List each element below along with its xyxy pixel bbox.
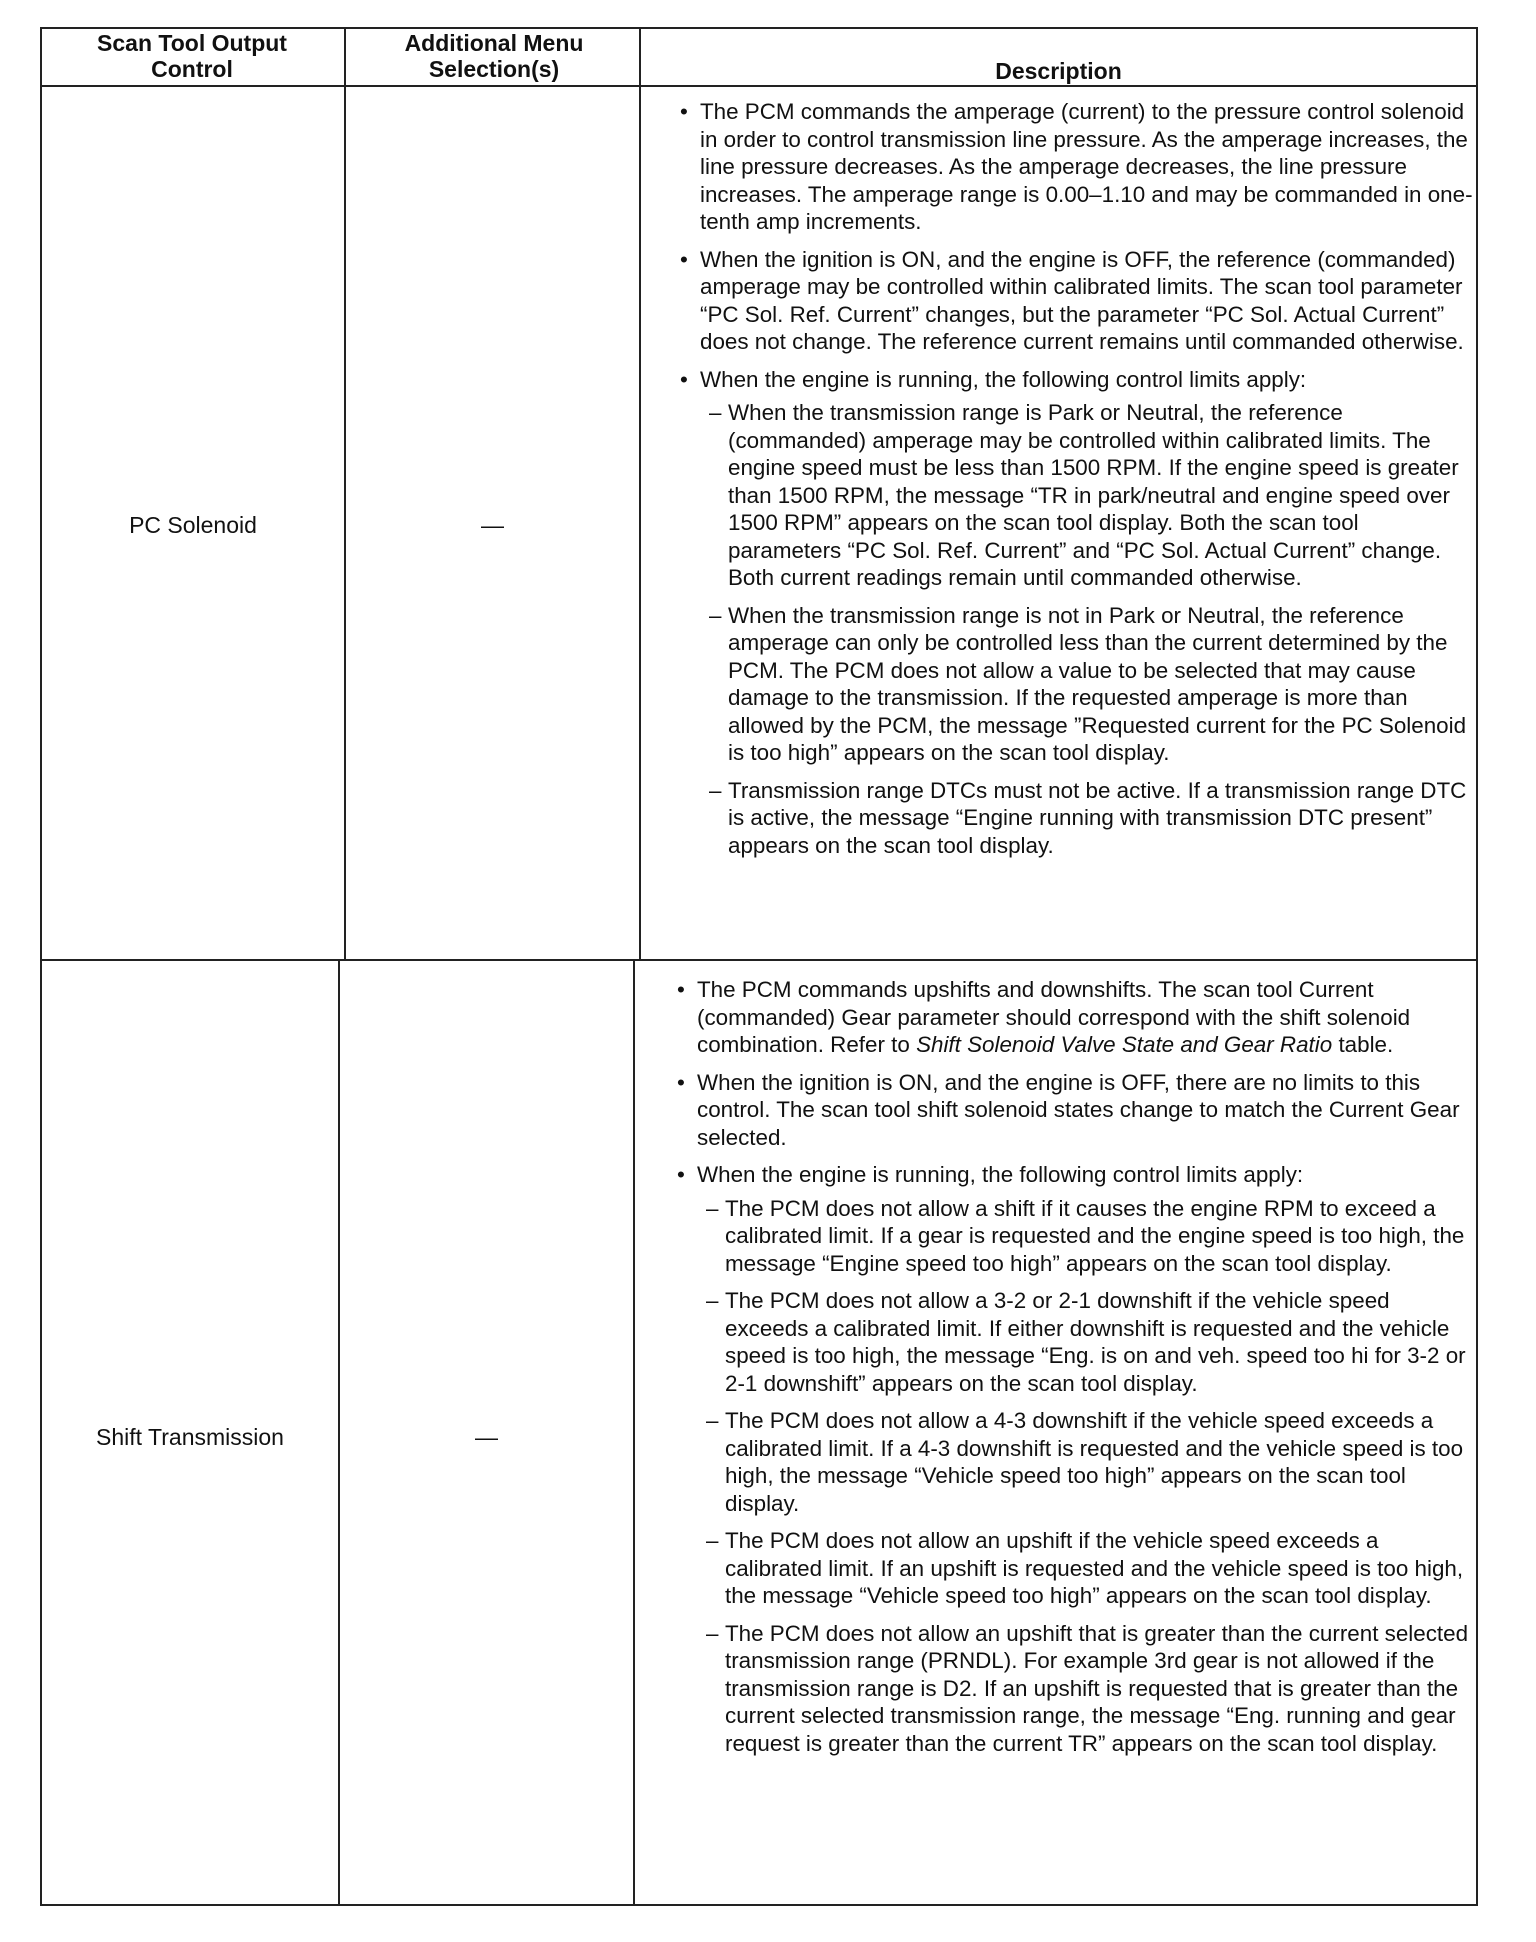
description-sub-item: – The PCM does not allow a 4-3 downshift if the vehicle speed exceeds a calibrated limit. If a 4-3 downshift is requested and the vehicle speed is too high, the message “Vehicle speed too high” appears on the scan tool display. [675,1407,1474,1517]
description-sub-item: – When the transmission range is Park or Neutral, the reference (commanded) amperage may be controlled within calibrated limits. The engine speed must be less than 1500 RPM. If the engine speed is greater than 1500 RPM, the message “TR in park/neutral and engine speed over 1500 RPM” appears on the scan tool display. Both the scan tool parameters “PC Sol. Ref. Current” and “PC Sol. Actual Current” change. Both current readings remain until commanded otherwise. [678,399,1474,592]
header-description: Description [995,58,1122,84]
description-sub-item: – The PCM does not allow a 3-2 or 2-1 downshift if the vehicle speed exceeds a calibrated limit. If either downshift is requested and the vehicle speed is too high, the message “Eng. is on and veh. speed too hi for 3-2 or 2-1 downshift” appears on the scan tool display. [675,1287,1474,1397]
description-bullet: • When the engine is running, the following control limits apply: [678,366,1474,394]
header-output-control: Scan Tool Output Control [97,30,287,82]
row-shift-transmission-menu-selection: — [475,1423,498,1450]
column-divider-1 [344,27,346,960]
description-bullet: • When the ignition is ON, and the engine is OFF, there are no limits to this control. The scan tool shift solenoid states change to match the Current Gear selected. [675,1069,1474,1152]
row-rule [40,959,1478,961]
description-sub-item: – Transmission range DTCs must not be active. If a transmission range DTC is active, the message “Engine running with transmission DTC present” appears on the scan tool display. [678,777,1474,860]
column-divider-2 [639,27,641,960]
description-bullet [675,976,1474,1059]
column-divider-2-lower [633,960,635,1906]
header-menu-selection: Additional Menu Selection(s) [404,30,584,82]
description-bullet: • The PCM commands the amperage (current) to the pressure control solenoid in order to control transmission line pressure. As the amperage increases, the line pressure decreases. As the amperage decreases, the line pressure increases. The amperage range is 0.00–1.10 and may be commanded in one-tenth amp increments. [678,98,1474,236]
row-pc-solenoid-description [678,98,1474,859]
row-pc-solenoid-output-control: PC Solenoid [129,511,257,538]
description-sub-item: – When the transmission range is not in Park or Neutral, the reference amperage can only be controlled less than the current determined by the PCM. The PCM does not allow a value to be selected that may cause damage to the transmission. If the requested amperage is more than allowed by the PCM, the message ”Requested current for the PC Solenoid is too high” appears on the scan tool display. [678,602,1474,767]
description-bullet: • When the ignition is ON, and the engine is OFF, the reference (commanded) amperage may be controlled within calibrated limits. The scan tool parameter “PC Sol. Ref. Current” changes, but the parameter “PC Sol. Actual Current” does not change. The reference current remains until commanded otherwise. [678,246,1474,356]
description-text: table. [1338,1032,1394,1057]
table-reference: Shift Solenoid Valve State and Gear Ratio [916,1032,1333,1057]
description-text: The PCM commands upshifts and downshifts. The scan tool Current (commanded) Gear parameter should correspond with the shift solenoid combination. Refer to [697,977,1411,1057]
description-sub-item: – The PCM does not allow an upshift if the vehicle speed exceeds a calibrated limit. If an upshift is requested and the vehicle speed is too high, the message “Vehicle speed too high” appears on the scan tool display. [675,1527,1474,1610]
row-shift-transmission-description [675,976,1474,1757]
row-shift-transmission-output-control: Shift Transmission [96,1423,284,1450]
row-pc-solenoid-menu-selection: — [481,511,504,538]
description-bullet: • When the engine is running, the following control limits apply: [675,1161,1474,1189]
description-sub-item: – The PCM does not allow an upshift that is greater than the current selected transmission range (PRNDL). For example 3rd gear is not allowed if the transmission range is D2. If an upshift is requested that is greater than the current selected transmission range, the message “Eng. running and gear request is greater than the current TR” appears on the scan tool display. [675,1620,1474,1758]
description-sub-item: – The PCM does not allow a shift if it causes the engine RPM to exceed a calibrated limit. If a gear is requested and the engine speed is too high, the message “Engine speed too high” appears on the scan tool display. [675,1195,1474,1278]
